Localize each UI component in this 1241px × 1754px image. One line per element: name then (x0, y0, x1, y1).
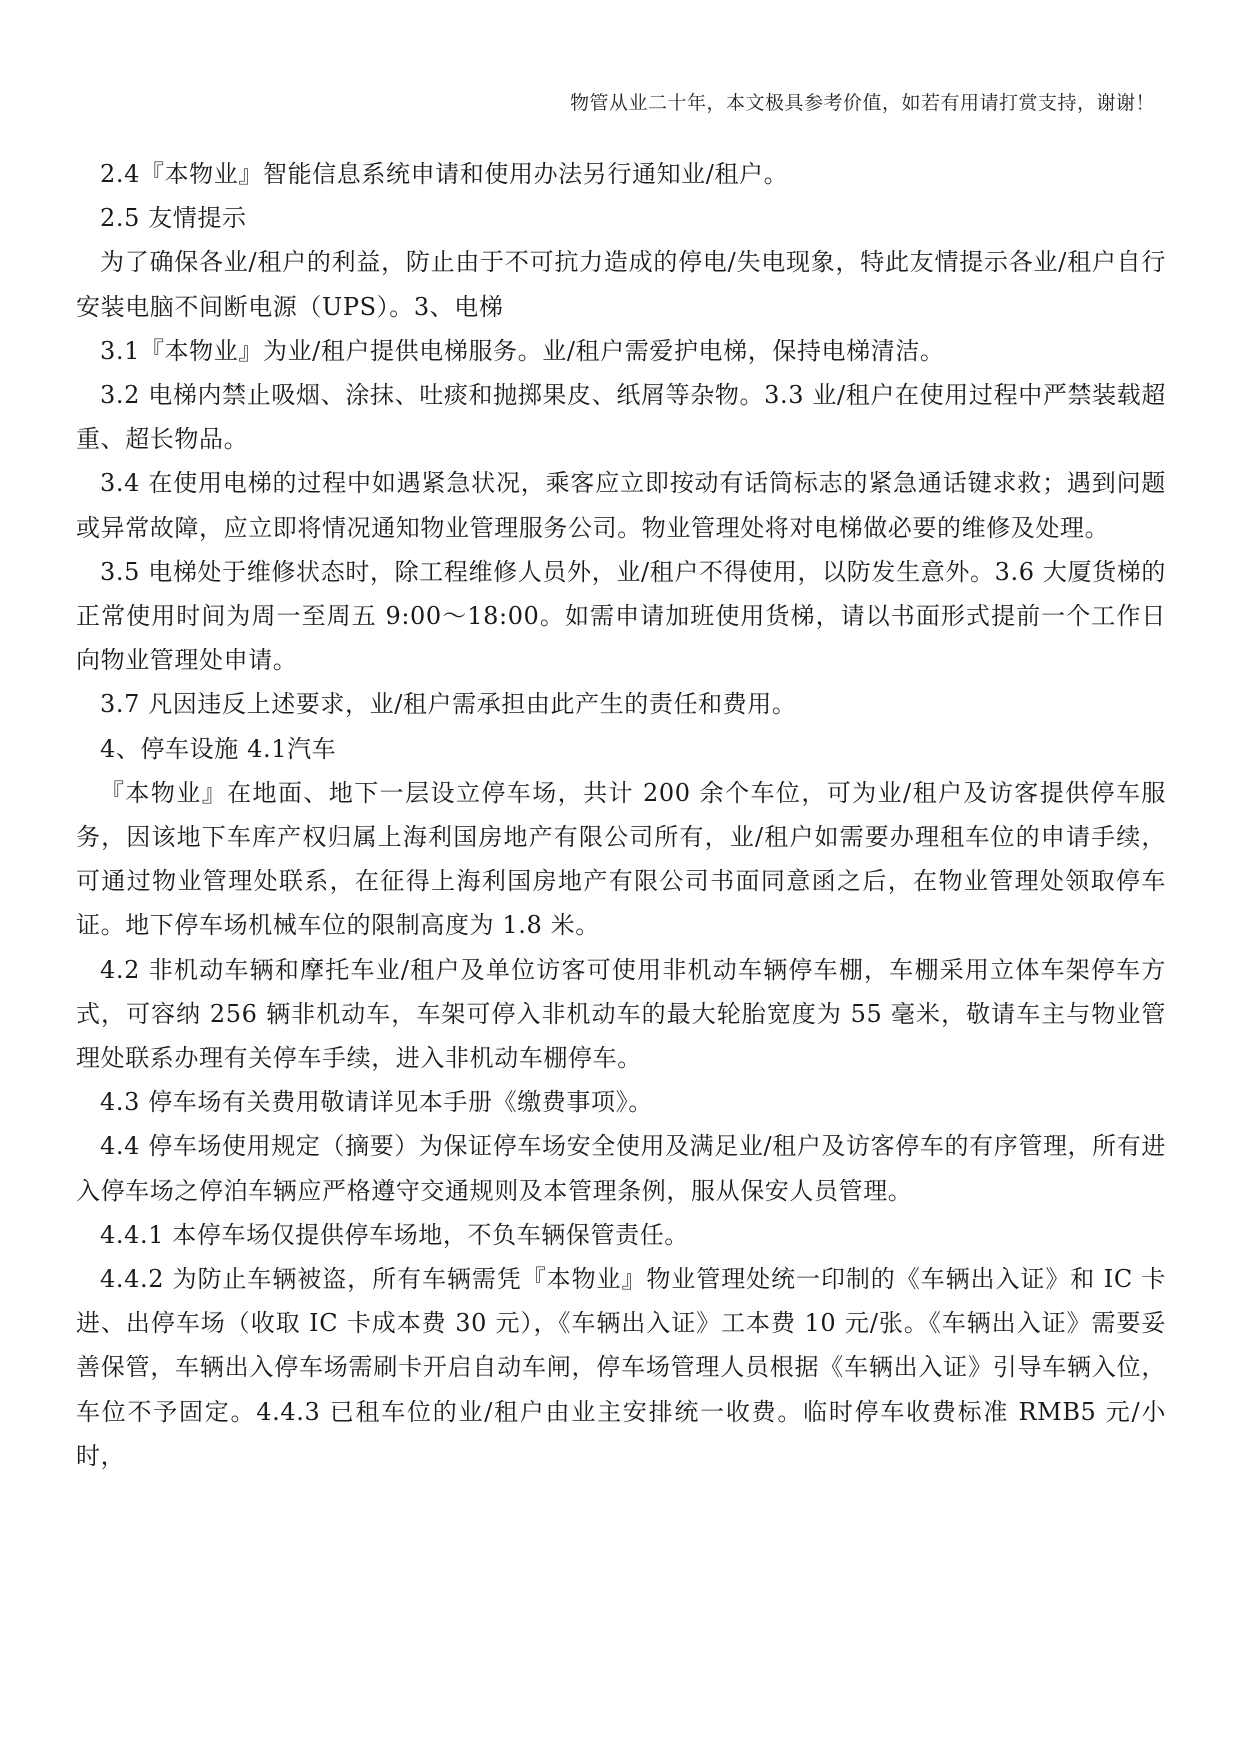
paragraph-2-4: 2.4『本物业』智能信息系统申请和使用办法另行通知业/租户。 (100, 160, 789, 188)
paragraph-4-4-2: 4.4.2 为防止车辆被盗，所有车辆需凭『本物业』物业管理处统一印制的《车辆出入证》和 IC 卡进、出停车场（收取 IC 卡成本费 30 元），《车辆出入证》工本费 10 元/张。《车辆出入证》需要妥善保管，车辆出入停车场需刷卡开启自动车闸，停车场管理人员根据《车辆出入证》引导车辆入位，车位不予固定。4.4.3 已租车位的业/租户由业主安排统一收费。临时停车收费标准 RMB5 元/小时， (76, 1265, 1166, 1470)
header-note: 物管从业二十年，本文极具参考价值，如若有用请打赏支持，谢谢！ (569, 92, 1155, 114)
paragraph-ups-elevator: 为了确保各业/租户的利益，防止由于不可抗力造成的停电/失电现象，特此友情提示各业/租户自行安装电脑不间断电源（UPS）。3、电梯 (76, 248, 1166, 321)
paragraph-3-2: 3.2 电梯内禁止吸烟、涂抹、吐痰和抛掷果皮、纸屑等杂物。3.3 业/租户在使用过程中严禁装载超重、超长物品。 (76, 381, 1166, 454)
document-body (76, 152, 1166, 1478)
paragraph-4-4-1: 4.4.1 本停车场仅提供停车场地，不负车辆保管责任。 (100, 1220, 689, 1249)
paragraph-3-5: 3.5 电梯处于维修状态时，除工程维修人员外，业/租户不得使用，以防发生意外。3.6 大厦货梯的正常使用时间为周一至周五 9:00～18:00。如需申请加班使用货梯，请以书面形式提前一个工作日向物业管理处申请。 (76, 557, 1166, 675)
paragraph-4-heading: 4、停车设施 4.1汽车 (100, 734, 337, 763)
paragraph-3-1: 3.1『本物业』为业/租户提供电梯服务。业/租户需爱护电梯，保持电梯清洁。 (100, 336, 945, 365)
paragraph-4-2: 4.2 非机动车辆和摩托车业/租户及单位访客可使用非机动车辆停车棚，车棚采用立体车架停车方式，可容纳 256 辆非机动车，车架可停入非机动车的最大轮胎宽度为 55 毫米，敬请车主与物业管理处联系办理有关停车手续，进入非机动车棚停车。 (76, 955, 1166, 1073)
paragraph-3-4: 3.4 在使用电梯的过程中如遇紧急状况，乘客应立即按动有话筒标志的紧急通话键求救；遇到问题或异常故障，应立即将情况通知物业管理服务公司。物业管理处将对电梯做必要的维修及处理。 (76, 469, 1166, 542)
paragraph-3-7: 3.7 凡因违反上述要求，业/租户需承担由此产生的责任和费用。 (100, 690, 797, 719)
paragraph-4-3: 4.3 停车场有关费用敬请详见本手册《缴费事项》。 (100, 1088, 653, 1117)
paragraph-2-5: 2.5 友情提示 (100, 204, 247, 233)
paragraph-4-1-parking: 『本物业』在地面、地下一层设立停车场，共计 200 余个车位，可为业/租户及访客提供停车服务，因该地下车库产权归属上海利国房地产有限公司所有，业/租户如需要办理租车位的申请手续，可通过物业管理处联系，在征得上海利国房地产有限公司书面同意函之后，在物业管理处领取停车证。地下停车场机械车位的限制高度为 1.8 米。 (76, 778, 1166, 940)
paragraph-4-4: 4.4 停车场使用规定（摘要）为保证停车场安全使用及满足业/租户及访客停车的有序管理，所有进入停车场之停泊车辆应严格遵守交通规则及本管理条例，服从保安人员管理。 (76, 1132, 1166, 1205)
